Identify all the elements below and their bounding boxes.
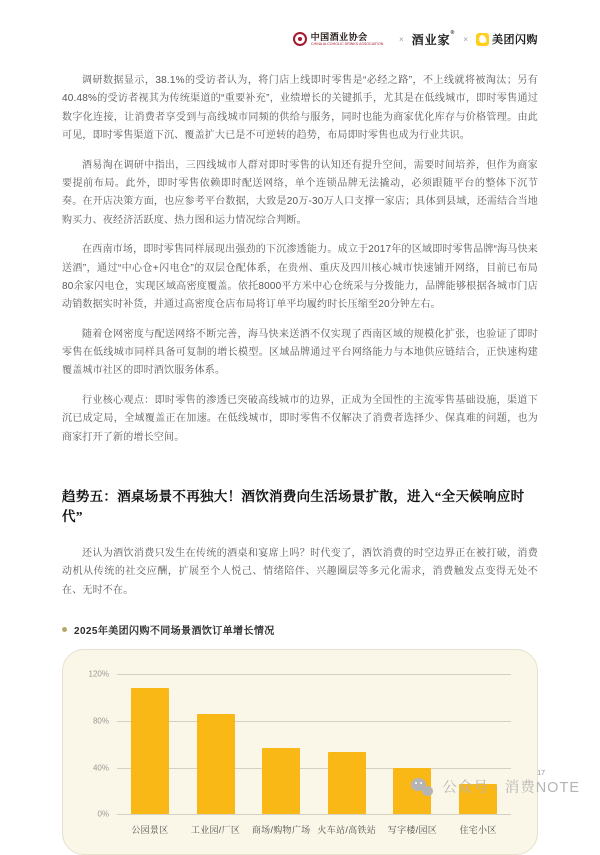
jiuyejia-logo <box>412 31 456 48</box>
header-logos <box>62 0 538 48</box>
x-axis-category-label: 商场/购物广场 <box>251 825 311 836</box>
chart-card <box>62 649 538 855</box>
bar-火车站/高铁站 <box>328 752 366 814</box>
page-footer <box>411 770 580 797</box>
registered-mark: ® <box>450 29 456 36</box>
chart-caption <box>62 622 538 637</box>
body-paragraph: 随着仓网密度与配送网络不断完善，海马快来送酒不仅实现了西南区域的规模化扩张，也验证了即时零售在低线城市同样具备可复制的增长模型。区域品牌通过平台网络能力与本地供应链结合，正快速构建覆盖城市社区的即时酒饮服务体系。 <box>62 328 538 377</box>
body-paragraph: 还认为酒饮消费只发生在传统的酒桌和宴席上吗？时代变了，酒饮消费的时空边界正在被打破，消费动机从传统的社交应酬，扩展至个人悦己、情绪陪伴、兴趣圈层等多元化需求，消费触发点变得无处不在、无时不在。 <box>62 548 538 596</box>
bar-group <box>248 674 313 836</box>
footer-account-text: 公众号 · 消费NOTE <box>442 780 580 796</box>
x-axis-category-label: 公园景区 <box>131 825 169 836</box>
footer-account-label <box>442 770 580 797</box>
cada-logo-subtext: CHINA ALCOHOLIC DRINKS ASSOCIATION <box>310 40 383 46</box>
y-axis-tick-label: 0% <box>97 809 109 819</box>
logo-separator: × <box>463 34 468 44</box>
x-axis-category-label: 住宅小区 <box>459 825 497 836</box>
body-paragraph: 行业核心观点：即时零售的渗透已突破高线城市的边界，正成为全国性的主流零售基础设施，渠道下沉已成定局，全域覆盖正在加速。在低线城市，即时零售不仅解决了消费者选择少、保真难的问题，也为商家打开了新的增长空间。 <box>62 394 538 443</box>
y-axis-tick-label: 40% <box>92 763 109 773</box>
meituan-kangaroo-icon <box>476 33 489 46</box>
logo-separator: × <box>398 34 404 44</box>
body-paragraph: 调研数据显示，38.1%的受访者认为，将门店上线即时零售是“必经之路”，不上线就将被淘汰；另有40.48%的受访者视其为传统渠道的“重要补充”，业绩增长的关键抓手，尤其是在低线城市，即时零售通过数字化连接，让消费者享受到与高线城市同频的供给与服务，同时也能为商家优化库存与价格管理。由此可见，即时零售渠道下沉、覆盖扩大已是不可逆转的趋势，布局即时零售也成为行业共识。 <box>62 75 538 142</box>
meituan-logo-text: 美团闪购 <box>492 34 538 46</box>
meituan-shangou-logo <box>476 31 538 47</box>
bar-group <box>183 674 248 836</box>
report-body <box>62 72 538 855</box>
cada-logo-icon <box>293 32 307 46</box>
bar-group <box>117 674 182 836</box>
jiuyejia-logo-text: 酒业家 <box>411 32 451 47</box>
bar-商场/购物广场 <box>262 748 300 815</box>
body-paragraph: 酒易淘在调研中指出，三四线城市人群对即时零售的认知还有提升空间，需要时间培养，但作为商家要提前布局。此外，即时零售依赖即时配送网络，单个连锁品牌无法撬动，必须跟随平台的整体下沉节奏。在开店决策方面，也应参考平台数据，大致是20万-30万人口支撑一家店；具体到县域，还需结合当地购买力、夜经济活跃度、热力图和运力情况综合判断。 <box>62 159 538 226</box>
wechat-icon <box>411 778 433 796</box>
gridline <box>117 814 511 815</box>
bullet-dot-icon <box>62 627 67 632</box>
x-axis-category-label: 工业园/厂区 <box>190 825 241 836</box>
bar-group <box>314 674 379 836</box>
bar-公园景区 <box>131 688 169 814</box>
y-axis-tick-label: 80% <box>92 716 109 726</box>
bar-工业园/厂区 <box>197 714 235 814</box>
body-paragraph: 在西南市场，即时零售同样展现出强劲的下沉渗透能力。成立于2017年的区域即时零售品牌“海马快来送酒”，通过“中心仓+闪电仓”的双层仓配体系，在贵州、重庆及四川核心城市快速铺开网络，目前已布局80余家闪电仓，实现区域高密度覆盖。依托8000平方米中心仓统采与分拨能力，品牌能够根据各城市门店动销数据实时补货，并通过高密度仓店布局将订单平均履约时长压缩至20分钟左右。 <box>62 244 538 311</box>
cada-logo <box>293 32 391 46</box>
chart-caption-text: 2025年美团闪购不同场景酒饮订单增长情况 <box>74 626 275 638</box>
cada-logo-text: 中国酒业协会 <box>310 31 368 42</box>
x-axis-category-label: 火车站/高铁站 <box>317 825 377 836</box>
x-axis-category-label: 写字楼/园区 <box>387 825 438 836</box>
page-number: 17 <box>537 770 545 777</box>
section-heading-trend5: 趋势五：酒桌场景不再独大！酒饮消费向生活场景扩散，进入“全天候响应时代” <box>62 489 525 525</box>
y-axis-tick-label: 120% <box>88 669 109 679</box>
